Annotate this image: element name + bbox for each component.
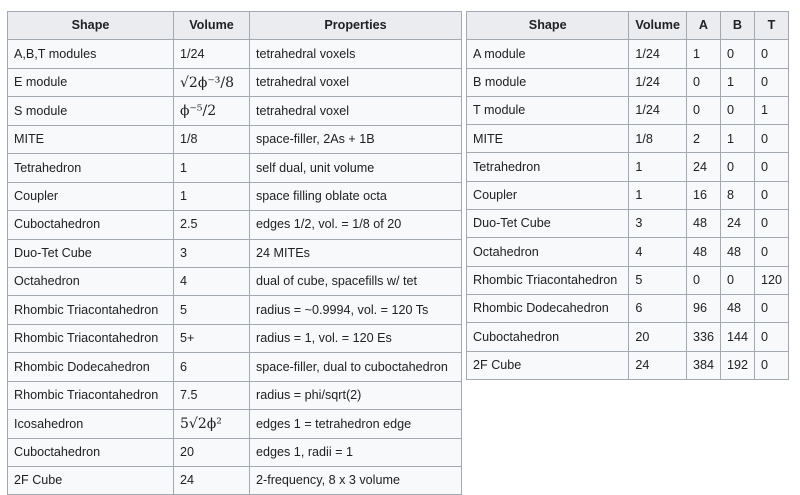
cell-a: 96: [686, 294, 720, 322]
table-row: [8, 267, 462, 295]
cell-shape: Rhombic Dodecahedron: [467, 294, 629, 322]
table-row: [8, 438, 462, 466]
cell-volume: 1/24: [629, 68, 687, 96]
table-row: [8, 381, 462, 409]
cell-properties: tetrahedral voxel: [250, 68, 462, 96]
cell-properties: self dual, unit volume: [250, 154, 462, 182]
cell-t: 0: [754, 294, 788, 322]
table-row: [8, 97, 462, 125]
table-row: [8, 239, 462, 267]
cell-a: 24: [686, 153, 720, 181]
table-row: [467, 40, 789, 68]
table-row: [467, 125, 789, 153]
table-row: [8, 296, 462, 324]
composition-table: [466, 11, 789, 380]
cell-volume: ϕ⁻⁵/2: [174, 97, 250, 125]
cell-shape: E module: [8, 68, 174, 96]
cell-properties: edges 1, radii = 1: [250, 438, 462, 466]
cell-volume: 5: [174, 296, 250, 324]
cell-properties: 2-frequency, 8 x 3 volume: [250, 467, 462, 495]
cell-volume: 6: [174, 353, 250, 381]
cell-shape: Cuboctahedron: [8, 211, 174, 239]
cell-shape: Rhombic Triacontahedron: [8, 381, 174, 409]
cell-t: 0: [754, 125, 788, 153]
cell-volume: 5: [629, 266, 687, 294]
cell-b: 48: [720, 238, 754, 266]
cell-properties: dual of cube, spacefills w/ tet: [250, 267, 462, 295]
table-row: [467, 68, 789, 96]
cell-shape: Tetrahedron: [467, 153, 629, 181]
table-row: [8, 410, 462, 438]
cell-volume: 3: [629, 210, 687, 238]
cell-shape: Coupler: [467, 181, 629, 209]
column-header-shape: Shape: [8, 12, 174, 40]
cell-volume: 1: [629, 153, 687, 181]
cell-properties: radius = phi/sqrt(2): [250, 381, 462, 409]
table-row: [467, 210, 789, 238]
cell-a: 0: [686, 68, 720, 96]
cell-shape: Tetrahedron: [8, 154, 174, 182]
cell-t: 0: [754, 181, 788, 209]
table-row: [467, 238, 789, 266]
cell-shape: Icosahedron: [8, 410, 174, 438]
cell-t: 1: [754, 96, 788, 124]
cell-a: 1: [686, 40, 720, 68]
cell-b: 48: [720, 294, 754, 322]
table-header-row: [467, 12, 789, 40]
cell-b: 144: [720, 323, 754, 351]
cell-t: 0: [754, 210, 788, 238]
cell-properties: edges 1 = tetrahedron edge: [250, 410, 462, 438]
cell-shape: B module: [467, 68, 629, 96]
cell-t: 0: [754, 153, 788, 181]
table-row: [467, 266, 789, 294]
cell-shape: Rhombic Triacontahedron: [467, 266, 629, 294]
cell-properties: space-filler, dual to cuboctahedron: [250, 353, 462, 381]
cell-a: 16: [686, 181, 720, 209]
table-row: [467, 181, 789, 209]
cell-shape: Duo-Tet Cube: [467, 210, 629, 238]
column-header-volume: Volume: [629, 12, 687, 40]
cell-shape: Cuboctahedron: [8, 438, 174, 466]
table-row: [8, 324, 462, 352]
table-row: [467, 351, 789, 379]
cell-shape: 2F Cube: [8, 467, 174, 495]
column-header-volume: Volume: [174, 12, 250, 40]
cell-t: 120: [754, 266, 788, 294]
cell-volume: 5√2ϕ²: [174, 410, 250, 438]
column-header-shape: Shape: [467, 12, 629, 40]
cell-shape: A,B,T modules: [8, 40, 174, 68]
cell-volume: 20: [629, 323, 687, 351]
cell-shape: Coupler: [8, 182, 174, 210]
cell-t: 0: [754, 68, 788, 96]
cell-volume: 20: [174, 438, 250, 466]
table-row: [467, 96, 789, 124]
cell-a: 48: [686, 238, 720, 266]
column-header-b: B: [720, 12, 754, 40]
cell-volume: √2ϕ⁻³/8: [174, 68, 250, 96]
cell-b: 1: [720, 125, 754, 153]
table-row: [8, 467, 462, 495]
table-row: [8, 211, 462, 239]
cell-b: 0: [720, 266, 754, 294]
cell-shape: A module: [467, 40, 629, 68]
cell-volume: 4: [629, 238, 687, 266]
cell-shape: Octahedron: [8, 267, 174, 295]
cell-volume: 2.5: [174, 211, 250, 239]
cell-b: 24: [720, 210, 754, 238]
cell-a: 384: [686, 351, 720, 379]
cell-properties: edges 1/2, vol. = 1/8 of 20: [250, 211, 462, 239]
cell-volume: 4: [174, 267, 250, 295]
cell-volume: 24: [174, 467, 250, 495]
cell-a: 336: [686, 323, 720, 351]
cell-a: 0: [686, 96, 720, 124]
cell-shape: MITE: [8, 125, 174, 153]
cell-shape: Octahedron: [467, 238, 629, 266]
table-row: [8, 182, 462, 210]
cell-volume: 1/8: [629, 125, 687, 153]
cell-volume: 7.5: [174, 381, 250, 409]
table-row: [467, 323, 789, 351]
table-row: [8, 125, 462, 153]
cell-volume: 1/8: [174, 125, 250, 153]
cell-shape: Rhombic Triacontahedron: [8, 296, 174, 324]
cell-volume: 5+: [174, 324, 250, 352]
cell-shape: Cuboctahedron: [467, 323, 629, 351]
cell-shape: Rhombic Triacontahedron: [8, 324, 174, 352]
cell-properties: radius = 1, vol. = 120 Es: [250, 324, 462, 352]
cell-properties: tetrahedral voxel: [250, 97, 462, 125]
cell-b: 0: [720, 96, 754, 124]
cell-volume: 1: [629, 181, 687, 209]
table-row: [8, 154, 462, 182]
table-row: [467, 153, 789, 181]
cell-a: 48: [686, 210, 720, 238]
cell-b: 1: [720, 68, 754, 96]
table-header-row: [8, 12, 462, 40]
cell-shape: 2F Cube: [467, 351, 629, 379]
cell-a: 2: [686, 125, 720, 153]
cell-b: 0: [720, 40, 754, 68]
column-header-a: A: [686, 12, 720, 40]
table-row: [467, 294, 789, 322]
cell-properties: 24 MITEs: [250, 239, 462, 267]
cell-volume: 1: [174, 154, 250, 182]
cell-properties: space filling oblate octa: [250, 182, 462, 210]
table-row: [8, 68, 462, 96]
cell-volume: 3: [174, 239, 250, 267]
table-row: [8, 40, 462, 68]
modules-table: [7, 11, 462, 495]
cell-b: 192: [720, 351, 754, 379]
cell-volume: 1: [174, 182, 250, 210]
cell-shape: T module: [467, 96, 629, 124]
cell-shape: MITE: [467, 125, 629, 153]
cell-volume: 24: [629, 351, 687, 379]
cell-volume: 1/24: [629, 40, 687, 68]
cell-t: 0: [754, 238, 788, 266]
cell-b: 8: [720, 181, 754, 209]
cell-volume: 1/24: [629, 96, 687, 124]
cell-a: 0: [686, 266, 720, 294]
table-row: [8, 353, 462, 381]
cell-volume: 6: [629, 294, 687, 322]
cell-properties: radius = ~0.9994, vol. = 120 Ts: [250, 296, 462, 324]
cell-shape: S module: [8, 97, 174, 125]
column-header-t: T: [754, 12, 788, 40]
cell-t: 0: [754, 351, 788, 379]
cell-t: 0: [754, 40, 788, 68]
column-header-properties: Properties: [250, 12, 462, 40]
cell-volume: 1/24: [174, 40, 250, 68]
cell-shape: Duo-Tet Cube: [8, 239, 174, 267]
cell-b: 0: [720, 153, 754, 181]
cell-shape: Rhombic Dodecahedron: [8, 353, 174, 381]
cell-properties: space-filler, 2As + 1B: [250, 125, 462, 153]
cell-t: 0: [754, 323, 788, 351]
cell-properties: tetrahedral voxels: [250, 40, 462, 68]
